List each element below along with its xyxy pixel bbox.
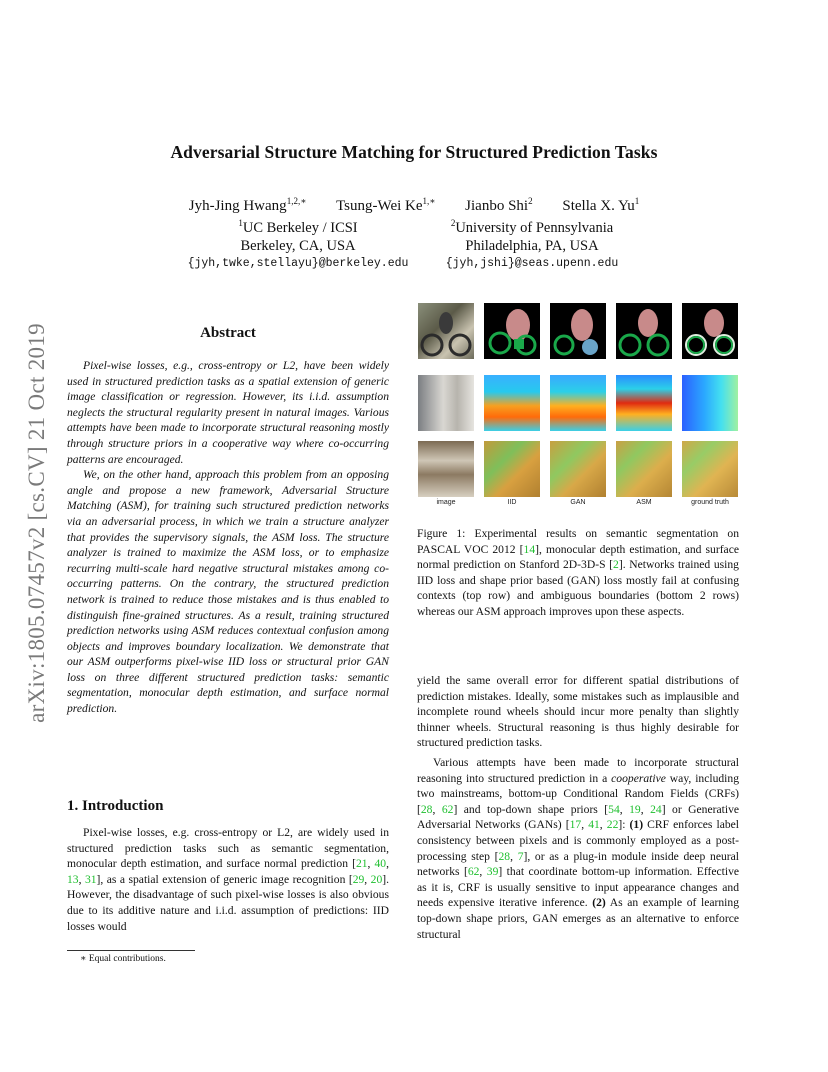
abstract-paragraph: Pixel-wise losses, e.g., cross-entropy or L2, have been widely used in structured prediction tasks as a spatial extension of generic image classification or regression. However, its i.i.d. assumption neglects the structural regularity present in natural images. Various attempts have been made to incorporate structural reasoning mostly through structure priors in a cooperative way where co-occurring patterns are encouraged. — [67, 359, 389, 466]
citation[interactable]: 40 — [374, 857, 387, 871]
email-1[interactable]: {jyh,twke,stellayu}@berkeley.edu — [187, 257, 409, 270]
email-2[interactable]: {jyh,jshi}@seas.upenn.edu — [445, 257, 619, 270]
citation[interactable]: 2 — [613, 558, 619, 572]
citation[interactable]: 13 — [67, 872, 79, 886]
citation[interactable]: 20 — [370, 872, 383, 886]
citation[interactable]: 7 — [517, 849, 524, 863]
citation[interactable]: 41 — [588, 818, 600, 832]
figure-iid-result — [484, 375, 540, 431]
citation[interactable]: 29 — [352, 872, 365, 886]
figure-column-label: ground truth — [691, 499, 729, 506]
citation[interactable]: 54 — [608, 802, 620, 816]
footnote-rule — [67, 950, 195, 951]
figure-image — [418, 441, 474, 497]
figure-ground-truth — [682, 441, 738, 497]
author: Jianbo Shi$^2$ — [465, 196, 533, 214]
figure-asm-result — [616, 441, 672, 497]
figure-ground-truth — [682, 303, 738, 359]
citation[interactable]: 62 — [467, 865, 480, 879]
citation[interactable]: 31 — [84, 872, 97, 886]
citation[interactable]: 28 — [420, 802, 433, 816]
abstract-heading: Abstract — [200, 325, 256, 341]
citation[interactable]: 39 — [486, 865, 499, 879]
figure-caption: Figure 1: Experimental results on semantic segmentation on PASCAL VOC 2012 [14], monocular depth estimation, and surface normal prediction on Stanford 2D-3D-S [2]. Networks trained using IID loss and shape prior based (GAN) loss mostly fail at confusing contexts (top row) and ambiguous boundaries (bottom 2 rows) whereas our ASM approach improves upon these aspects. — [417, 527, 739, 618]
figure-iid-result — [484, 441, 540, 497]
figure-asm-result — [616, 375, 672, 431]
author: Tsung-Wei $Ke^{1,∗}$ — [336, 196, 436, 214]
affiliation-1: $^1$UC Berkeley / ICSI Berkeley, CA, USA — [238, 218, 358, 254]
body-paragraph: yield the same overall error for different spatial distributions of prediction mistakes. Ideally, some mistakes such as implausible and incomplete round wheels should incur more penalty than slightly thinner wheels. Structural reasoning is thus highly desirable for structured prediction tasks. — [417, 674, 739, 750]
figure-iid-result — [484, 303, 540, 359]
figure-gan-result — [550, 441, 606, 497]
figure-1 — [418, 303, 740, 506]
citation[interactable]: 17 — [569, 818, 582, 832]
citation[interactable]: 21 — [355, 857, 368, 871]
figure-column-label: image — [436, 499, 456, 506]
abstract-paragraph: We, on the other hand, approach this problem from an opposing angle and propose a new framework, Adversarial Structure Matching (ASM), for training such structured prediction networks via an adversarial process, in which we train a structure analyzer that provides the supervisory signals, the ASM loss. The structure analyzer is trained to maximize the ASM loss, or to emphasize recurring multi-scale hard negative structural mistakes among co-occurring patterns. On the contrary, the structured prediction network is trained to reduce those mistakes and is thus enabled to distinguish fine-grained structures. As a result, training structured prediction networks using ASM reduces contextual confusion among objects and improves boundary localization. We demonstrate that our ASM outperforms pixel-wise IID loss or structural prior GAN loss on three different structured prediction tasks: semantic segmentation, monocular depth estimation, and surface normal prediction. — [67, 468, 389, 716]
figure-asm-result — [616, 303, 672, 359]
figure-image — [418, 375, 474, 431]
figure-ground-truth — [682, 375, 738, 431]
citation[interactable]: 62 — [441, 802, 454, 816]
citation[interactable]: 28 — [498, 849, 511, 863]
arxiv-stamp — [22, 288, 52, 758]
citation[interactable]: 22 — [606, 818, 619, 832]
section-heading: 1. Introduction — [67, 798, 164, 814]
intro-body — [67, 825, 389, 934]
author: Stella X. Yu$^1$ — [562, 196, 640, 214]
footnote: ∗ Equal contributions. — [80, 954, 166, 964]
figure-gan-result — [550, 375, 606, 431]
affiliation-2: $^2$University of Pennsylvania Philadelphia, PA, USA — [450, 218, 614, 254]
author-list — [0, 196, 828, 215]
body-paragraph: Various attempts have been made to incorporate structural reasoning into structured prediction in a cooperative way, including two mainstreams, bottom-up Conditional Random Fields (CRFs) [28, 62] and top-down shape priors [54, 19, 24] or Generative Adversarial Networks (GANs) [17, 41, 22]: (1) CRF enforces label consistency between pixels and is commonly employed as a post-processing step [28, 7], or as a plug-in module inside deep neural networks [62, 39] that coordinate bottom-up information. Effective as it is, CRF is usually sensitive to input appearance changes and needs expensive iterative inference. (2) As an example of learning top-down shape priors, GAN emerges as an alternative to enforce structural — [417, 755, 740, 941]
intro-paragraph: Pixel-wise losses, e.g. cross-entropy or L2, are widely used in structured prediction tasks such as semantic segmentation, monocular depth estimation, and surface normal prediction [21, 40, 13, 31], as a spatial extension of generic image recognition [29, 20]. However, the disadvantage of such pixel-wise losses is also obvious due to its additive nature and i.i.d. assumption of predictions: IID losses would — [67, 826, 390, 933]
citation[interactable]: 24 — [650, 802, 662, 816]
right-column-body — [417, 673, 739, 942]
paper-title: Adversarial Structure Matching for Structured Prediction Tasks — [170, 142, 658, 162]
figure-column-label: IID — [507, 499, 517, 506]
arxiv-stamp-text: arXiv:1805.07457v2 [cs.CV] 21 Oct 2019 — [24, 323, 50, 723]
figure-column-label: GAN — [570, 499, 586, 506]
author: Jyh-Jing Hwang$^{1,2,∗}$ — [188, 196, 307, 214]
abstract-body — [67, 358, 389, 717]
citation[interactable]: 19 — [629, 802, 641, 816]
figure-image — [418, 303, 474, 359]
figure-column-label: ASM — [636, 499, 652, 506]
citation[interactable]: 14 — [523, 542, 536, 556]
figure-gan-result — [550, 303, 606, 359]
